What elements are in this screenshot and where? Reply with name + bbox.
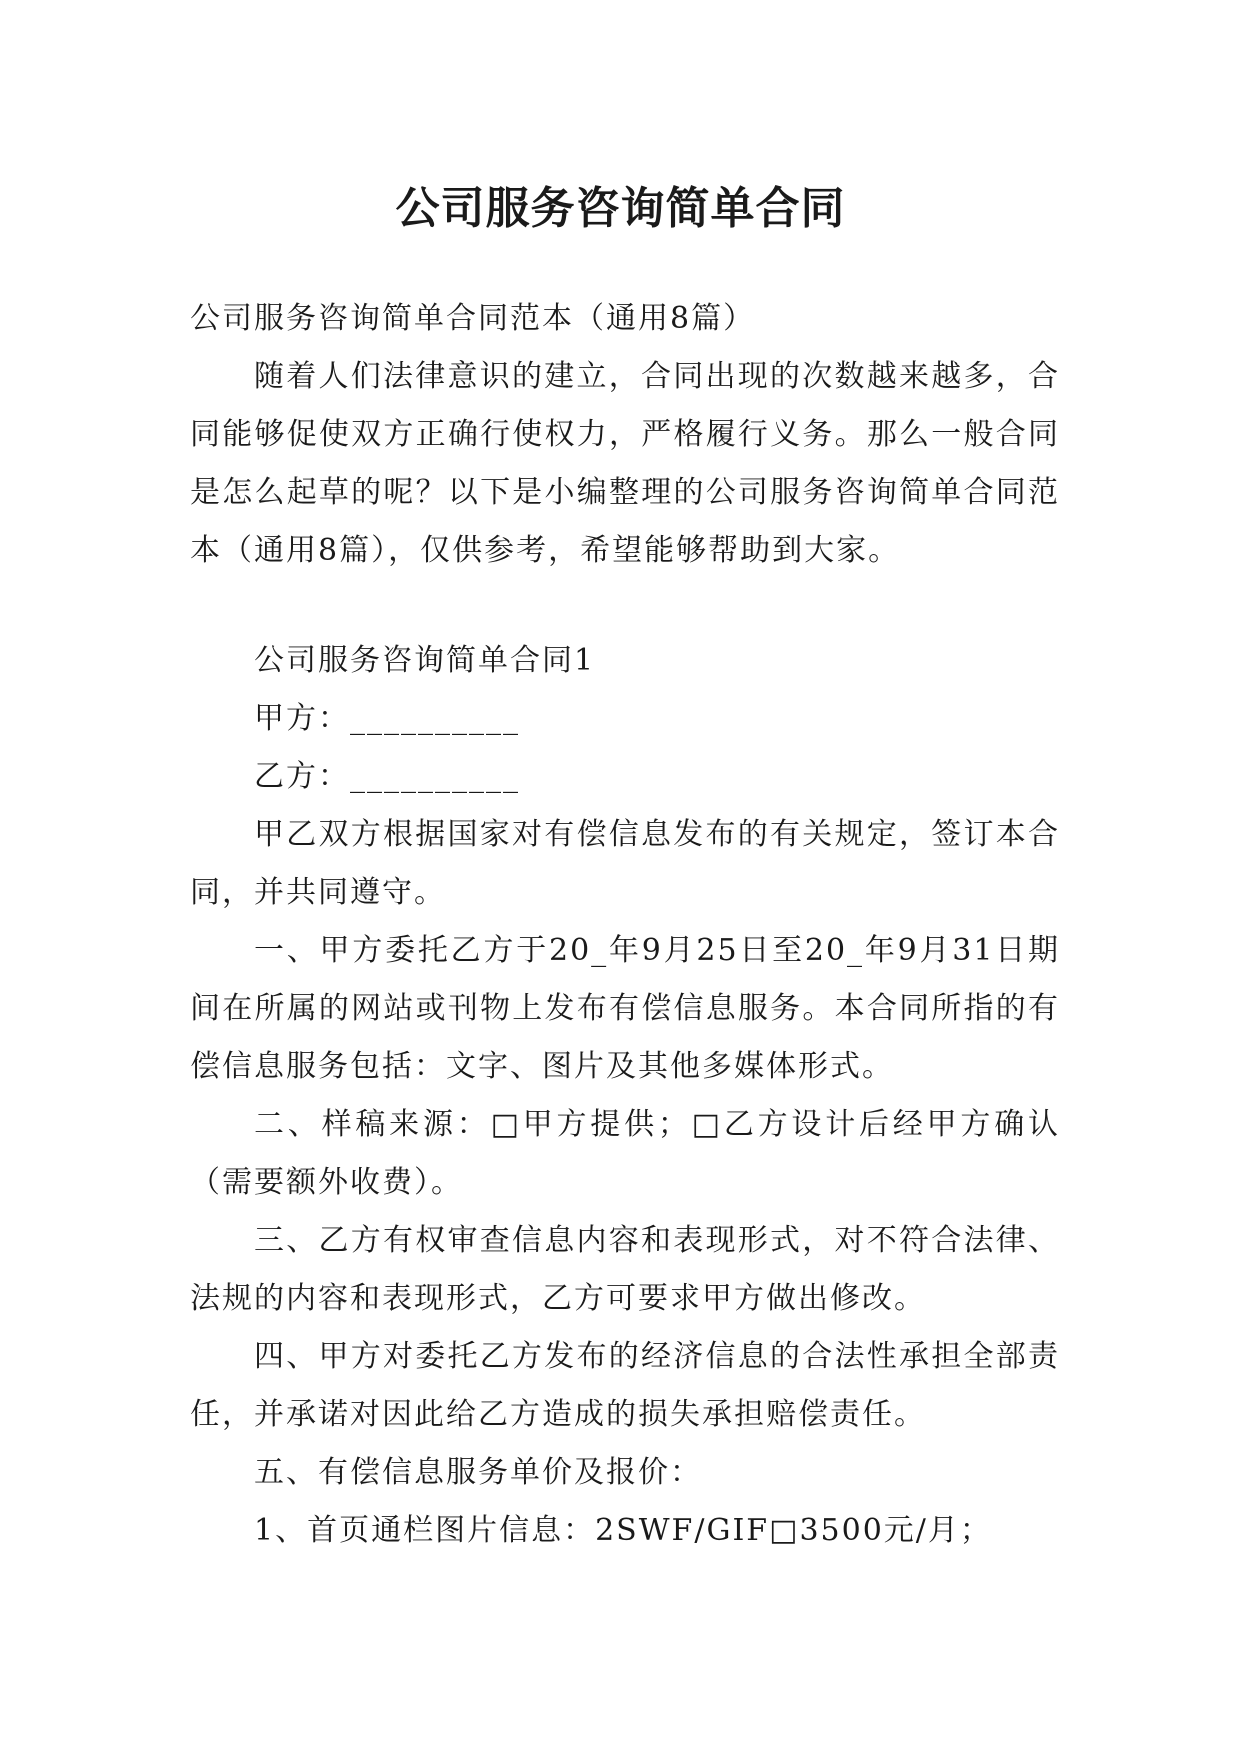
party-b-line: 乙方：__________	[254, 759, 520, 794]
subtitle-paragraph: 公司服务咨询简单合同范本（通用8篇）	[190, 301, 756, 336]
clause-3: 三、乙方有权审查信息内容和表现形式，对不符合法律、法规的内容和表现形式，乙方可要求甲方做出修改。	[190, 1223, 1060, 1316]
clause-1: 一、甲方委托乙方于20_年9月25日至20_年9月31日期间在所属的网站或刊物上发布有偿信息服务。本合同所指的有偿信息服务包括：文字、图片及其他多媒体形式。	[190, 933, 1060, 1084]
party-a-line: 甲方：__________	[254, 701, 520, 736]
preamble-paragraph: 甲乙双方根据国家对有偿信息发布的有关规定，签订本合同，并共同遵守。	[190, 817, 1060, 910]
clause-5: 五、有偿信息服务单价及报价：	[254, 1455, 702, 1490]
clause-2: 二、样稿来源：□甲方提供；□乙方设计后经甲方确认（需要额外收费）。	[190, 1107, 1060, 1200]
document-title: 公司服务咨询简单合同	[395, 183, 846, 235]
document-body	[190, 290, 1060, 1560]
clause-4: 四、甲方对委托乙方发布的经济信息的合法性承担全部责任，并承诺对因此给乙方造成的损失承担赔偿责任。	[190, 1339, 1060, 1432]
price-item-1: 1、首页通栏图片信息：2SWF/GIF□3500元/月；	[254, 1513, 992, 1548]
paragraph-spacer	[190, 580, 1060, 632]
contract-heading: 公司服务咨询简单合同1	[254, 643, 596, 678]
intro-paragraph: 随着人们法律意识的建立，合同出现的次数越来越多，合同能够促使双方正确行使权力，严格履行义务。那么一般合同是怎么起草的呢？以下是小编整理的公司服务咨询简单合同范本（通用8篇），仅供参考，希望能够帮助到大家。	[190, 359, 1060, 568]
